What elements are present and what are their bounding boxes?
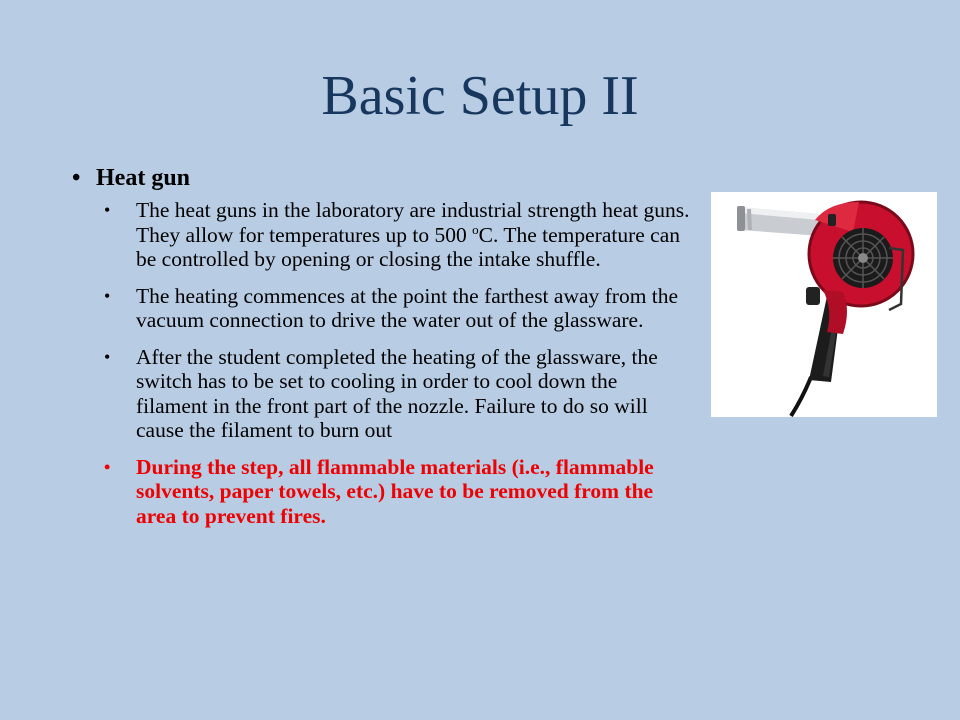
sub-bullet-text: After the student completed the heating of the glassware, the switch has to be set to cooling in order to cool down the filament in the front part of the nozzle. Failure to do so will cause the filament to burn out xyxy=(136,344,658,442)
sub-bullet-cooling xyxy=(104,345,694,443)
bullet-glyph: • xyxy=(104,200,111,220)
sub-bullet-text: During the step, all flammable materials (i.e., flammable solvents, paper towels, etc.) have to be removed from the area to prevent fires. xyxy=(136,454,654,528)
bullet-glyph: • xyxy=(104,456,111,477)
bullet-glyph: • xyxy=(72,165,81,191)
sub-bullet-warning xyxy=(104,455,694,529)
slide-title: Basic Setup II xyxy=(321,65,639,127)
sub-bullet-heating xyxy=(104,284,694,333)
sub-bullet-text: C. The temperature can be controlled by opening or closing the intake shuffle. xyxy=(136,222,681,271)
degree-superscript: o xyxy=(472,221,479,237)
heat-gun-icon xyxy=(711,192,937,417)
sub-bullet-temperature xyxy=(104,198,694,272)
heat-gun-photo xyxy=(711,192,937,417)
sub-bullet-list xyxy=(104,198,694,540)
sub-bullet-text: The heat guns in the laboratory are industrial strength heat guns. They allow for temperatures up to 500 xyxy=(136,198,690,247)
bullet-glyph: • xyxy=(104,285,111,306)
sub-bullet-text: The heating commences at the point the farthest away from the vacuum connection to drive the water out of the glassware. xyxy=(136,283,679,332)
bullet-glyph: • xyxy=(104,346,111,367)
main-bullet-label: Heat gun xyxy=(96,165,191,191)
